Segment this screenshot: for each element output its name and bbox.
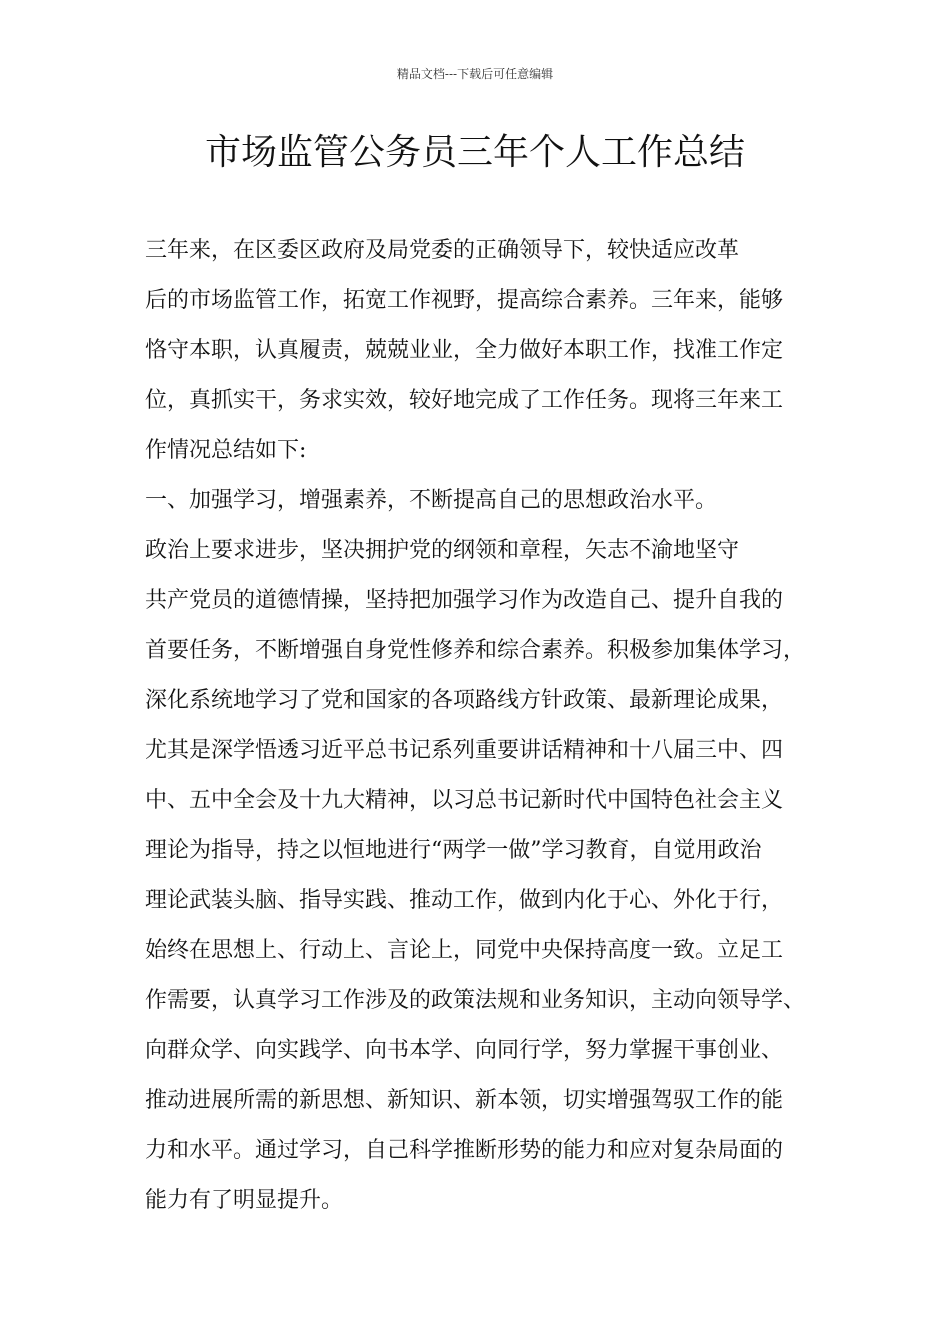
body-line: 力和水平。通过学习，自己科学推断形势的能力和应对复杂局面的 xyxy=(145,1138,784,1163)
header-note: 精品文档---下载后可任意编辑 xyxy=(396,67,554,81)
body-line: 共产党员的道德情操，坚持把加强学习作为改造自己、提升自我的 xyxy=(145,588,784,613)
body-line: 推动进展所需的新思想、新知识、新本领，切实增强驾驭工作的能 xyxy=(145,1088,784,1113)
body-line: 始终在思想上、行动上、言论上，同党中央保持高度一致。立足工 xyxy=(145,938,784,963)
body-line: 理论为指导，持之以恒地进行“两学一做”学习教育，自觉用政治 xyxy=(145,838,762,863)
body-line: 恪守本职，认真履责，兢兢业业，全力做好本职工作，找准工作定 xyxy=(145,338,784,363)
document-title: 市场监管公务员三年个人工作总结 xyxy=(204,132,745,173)
body-line: 三年来，在区委区政府及局党委的正确领导下，较快适应改革 xyxy=(145,238,740,263)
body-line: 尤其是深学悟透习近平总书记系列重要讲话精神和十八届三中、四 xyxy=(145,738,784,763)
body-line: 理论武装头脑、指导实践、推动工作，做到内化于心、外化于行， xyxy=(145,888,784,913)
body-line: 作情况总结如下: xyxy=(145,438,307,463)
body-line: 首要任务，不断增强自身党性修养和综合素养。积极参加集体学习， xyxy=(145,638,806,663)
body-line: 作需要，认真学习工作涉及的政策法规和业务知识，主动向领导学、 xyxy=(145,988,806,1013)
body-line: 位，真抓实干，务求实效，较好地完成了工作任务。现将三年来工 xyxy=(145,388,784,413)
body-line: 能力有了明显提升。 xyxy=(145,1188,344,1213)
body-line: 中、五中全会及十九大精神，以习总书记新时代中国特色社会主义 xyxy=(145,788,784,813)
body-line: 深化系统地学习了党和国家的各项路线方针政策、最新理论成果， xyxy=(145,688,784,713)
section-heading: 一、加强学习，增强素养，不断提高自己的思想政治水平。 xyxy=(145,488,718,513)
body-line: 向群众学、向实践学、向书本学、向同行学，努力掌握干事创业、 xyxy=(145,1038,784,1063)
body-line: 政治上要求进步，坚决拥护党的纲领和章程，矢志不渝地坚守 xyxy=(145,538,740,563)
body-line: 后的市场监管工作，拓宽工作视野，提高综合素养。三年来，能够 xyxy=(145,288,784,313)
